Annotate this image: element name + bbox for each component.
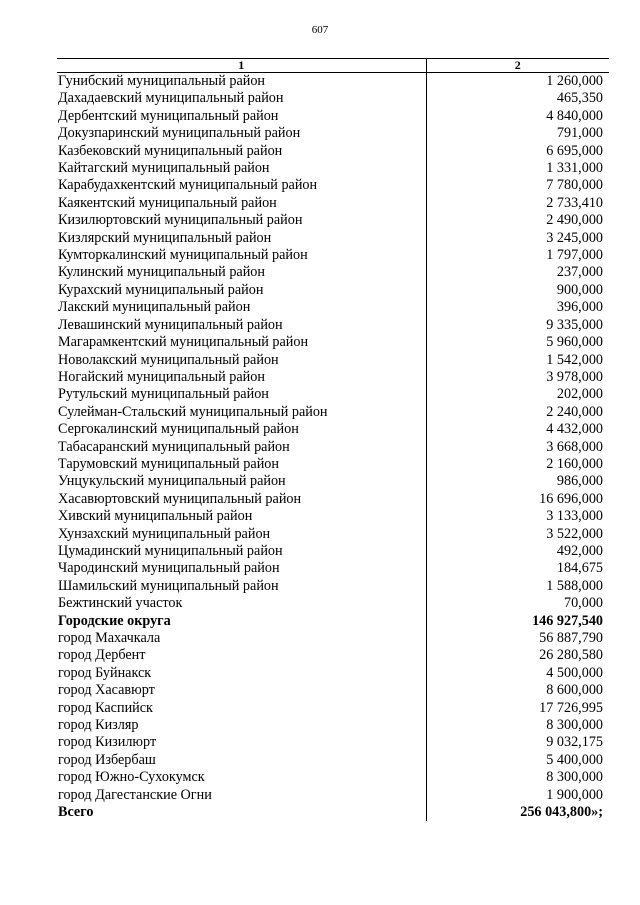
row-value-cell: 7 780,000	[426, 177, 609, 194]
row-value-cell: 2 240,000	[426, 404, 609, 421]
row-value-cell: 256 043,800»;	[426, 804, 609, 821]
row-value-cell: 3 245,000	[426, 230, 609, 247]
row-name-cell: Карабудахкентский муниципальный район	[58, 177, 318, 194]
row-value-cell: 492,000	[426, 543, 609, 560]
table-row	[57, 717, 609, 734]
table-row	[57, 143, 609, 160]
budget-table	[57, 58, 609, 821]
row-name-cell: город Хасавюрт	[58, 682, 155, 699]
row-name-cell: Курахский муниципальный район	[58, 281, 264, 298]
row-name-cell: Гунибский муниципальный район	[58, 73, 266, 89]
row-value-cell: 56 887,790	[426, 630, 609, 647]
row-value-cell: 8 600,000	[426, 682, 609, 699]
row-value-cell: 4 432,000	[426, 421, 609, 438]
table-row	[57, 386, 609, 403]
table-row	[57, 282, 609, 299]
table-row	[57, 491, 609, 508]
row-value-cell: 1 797,000	[426, 247, 609, 264]
row-name-cell: Кизлярский муниципальный район	[58, 229, 272, 246]
row-name-cell: Дербентский муниципальный район	[58, 107, 279, 124]
row-value-cell: 791,000	[426, 125, 609, 142]
row-name-cell: Табасаранский муниципальный район	[58, 438, 290, 455]
table-row	[57, 508, 609, 525]
table-row	[57, 421, 609, 438]
row-value-cell: 465,350	[426, 90, 609, 107]
table-row	[57, 369, 609, 386]
table-row	[57, 73, 609, 91]
table-row	[57, 160, 609, 177]
row-name-cell: Докузпаринский муниципальный район	[58, 125, 301, 142]
row-value-cell: 1 900,000	[426, 787, 609, 804]
row-name-cell: Кайтагский муниципальный район	[58, 160, 270, 177]
row-name-cell: город Дербент	[58, 647, 146, 664]
row-value-cell: 3 522,000	[426, 526, 609, 543]
row-name-cell: город Южно-Сухокумск	[58, 769, 205, 786]
row-value-cell: 3 133,000	[426, 508, 609, 525]
row-value-cell: 202,000	[426, 386, 609, 403]
table-row	[57, 90, 609, 107]
row-name-cell: Сергокалинский муниципальный район	[58, 421, 299, 438]
row-value-cell: 1 260,000	[426, 73, 609, 91]
table-row	[57, 317, 609, 334]
table-row	[57, 787, 609, 804]
row-value-cell: 4 840,000	[426, 108, 609, 125]
row-name-cell: Новолакский муниципальный район	[58, 351, 279, 368]
row-name-cell: Шамильский муниципальный район	[58, 577, 279, 594]
page-number: 607	[311, 24, 329, 36]
row-value-cell: 1 588,000	[426, 578, 609, 595]
table-row	[57, 560, 609, 577]
table-row	[57, 404, 609, 421]
row-value-cell: 26 280,580	[426, 647, 609, 664]
row-value-cell: 146 927,540	[426, 613, 609, 630]
table-row	[57, 299, 609, 316]
table-row	[57, 212, 609, 229]
table-row	[57, 647, 609, 664]
row-name-cell: город Каспийск	[58, 699, 153, 716]
table-row	[57, 334, 609, 351]
table-row	[57, 456, 609, 473]
row-value-cell: 16 696,000	[426, 491, 609, 508]
row-value-cell: 8 300,000	[426, 717, 609, 734]
table-row	[57, 595, 609, 612]
row-name-cell: город Избербаш	[58, 751, 156, 768]
row-name-cell: Кумторкалинский муниципальный район	[58, 247, 308, 264]
row-value-cell: 900,000	[426, 282, 609, 299]
column-header-2: 2	[426, 59, 609, 73]
table-header-row	[57, 59, 609, 73]
table-row	[57, 804, 609, 821]
row-value-cell: 6 695,000	[426, 143, 609, 160]
row-value-cell: 17 726,995	[426, 700, 609, 717]
row-name-cell: Чародинский муниципальный район	[58, 560, 280, 577]
table-row	[57, 543, 609, 560]
row-name-cell: Цумадинский муниципальный район	[58, 542, 283, 559]
row-value-cell: 4 500,000	[426, 665, 609, 682]
row-name-cell: Магарамкентский муниципальный район	[58, 334, 309, 351]
table-row	[57, 195, 609, 212]
row-name-cell: Сулейман-Стальский муниципальный район	[58, 403, 328, 420]
row-name-cell: Дахадаевский муниципальный район	[58, 90, 284, 107]
row-value-cell: 9 032,175	[426, 734, 609, 751]
table-row	[57, 613, 609, 630]
row-value-cell: 3 668,000	[426, 439, 609, 456]
table-row	[57, 247, 609, 264]
row-value-cell: 1 542,000	[426, 352, 609, 369]
row-name-cell: Хунзахский муниципальный район	[58, 525, 271, 542]
row-name-cell: Кизилюртовский муниципальный район	[58, 212, 303, 229]
row-name-cell: Хивский муниципальный район	[58, 508, 253, 525]
row-name-cell: Каякентский муниципальный район	[58, 194, 277, 211]
row-value-cell: 2 490,000	[426, 212, 609, 229]
row-name-cell: город Дагестанские Огни	[58, 786, 212, 803]
table-row	[57, 578, 609, 595]
row-name-cell: Рутульский муниципальный район	[58, 386, 269, 403]
row-value-cell: 70,000	[426, 595, 609, 612]
row-name-cell: Хасавюртовский муниципальный район	[58, 490, 302, 507]
table-row	[57, 108, 609, 125]
row-value-cell: 986,000	[426, 473, 609, 490]
row-name-cell: Лакский муниципальный район	[58, 299, 251, 316]
table-body	[57, 73, 609, 822]
table-row	[57, 630, 609, 647]
table-row	[57, 264, 609, 281]
table-row	[57, 665, 609, 682]
row-name-cell: Городские округа	[58, 612, 171, 629]
row-value-cell: 396,000	[426, 299, 609, 316]
row-name-cell: Левашинский муниципальный район	[58, 316, 283, 333]
column-header-1: 1	[57, 59, 426, 73]
row-name-cell: Кулинский муниципальный район	[58, 264, 265, 281]
row-value-cell: 184,675	[426, 560, 609, 577]
row-name-cell: Бежтинский участок	[58, 595, 183, 612]
table-row	[57, 352, 609, 369]
table-row	[57, 734, 609, 751]
table-row	[57, 769, 609, 786]
row-name-cell: город Махачкала	[58, 630, 161, 646]
row-name-cell: Ногайский муниципальный район	[58, 368, 265, 385]
table-row	[57, 700, 609, 717]
table-row	[57, 473, 609, 490]
table-row	[57, 230, 609, 247]
row-value-cell: 5 960,000	[426, 334, 609, 351]
row-name-cell: город Буйнакск	[58, 664, 152, 681]
row-value-cell: 2 160,000	[426, 456, 609, 473]
row-value-cell: 2 733,410	[426, 195, 609, 212]
row-name-cell: город Кизляр	[58, 717, 139, 734]
table-row	[57, 439, 609, 456]
row-value-cell: 1 331,000	[426, 160, 609, 177]
table-row	[57, 682, 609, 699]
row-value-cell: 237,000	[426, 264, 609, 281]
row-value-cell: 9 335,000	[426, 317, 609, 334]
row-value-cell: 8 300,000	[426, 769, 609, 786]
table-row	[57, 752, 609, 769]
table-row	[57, 177, 609, 194]
row-name-cell: Унцукульский муниципальный район	[58, 473, 286, 490]
table-row	[57, 526, 609, 543]
row-name-cell: Казбековский муниципальный район	[58, 142, 283, 159]
row-name-cell: Тарумовский муниципальный район	[58, 455, 279, 472]
row-name-cell: город Кизилюрт	[58, 734, 157, 751]
row-value-cell: 3 978,000	[426, 369, 609, 386]
row-name-cell: Всего	[58, 804, 94, 821]
row-value-cell: 5 400,000	[426, 752, 609, 769]
table-row	[57, 125, 609, 142]
